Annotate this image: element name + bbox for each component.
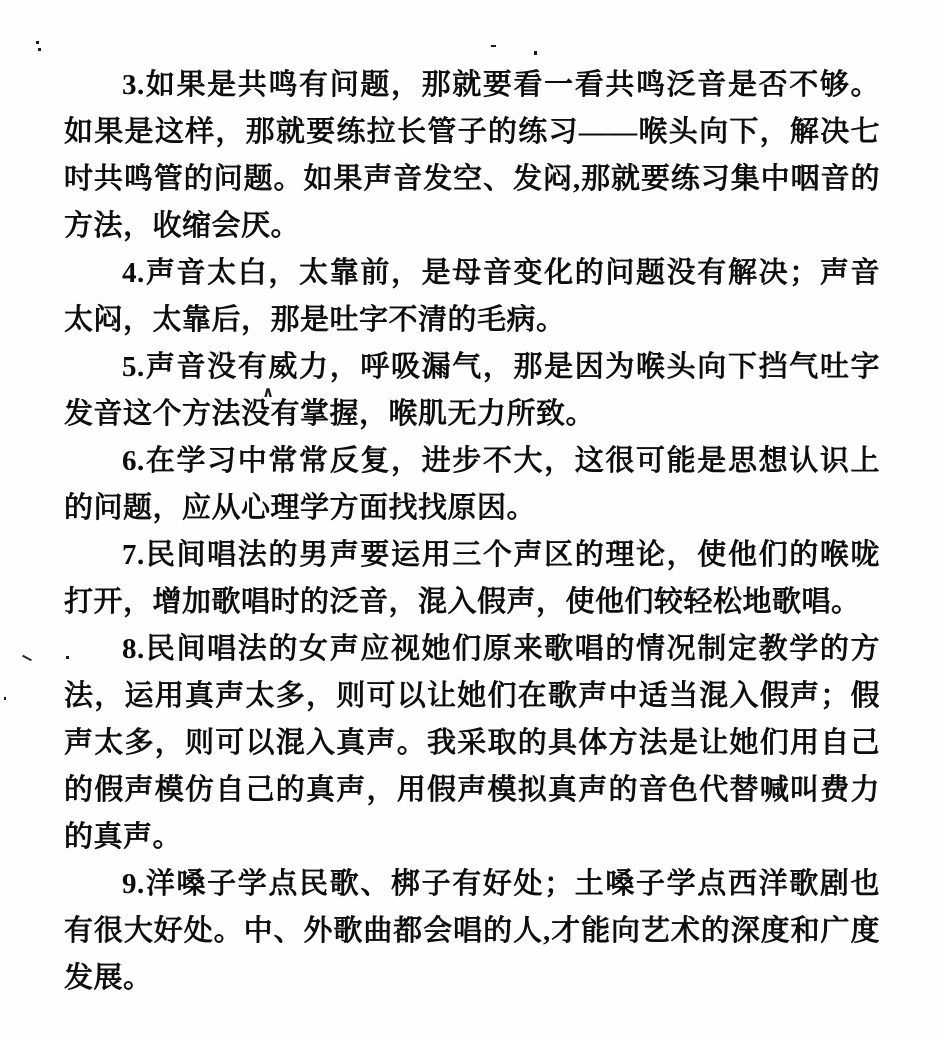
scan-speck bbox=[4, 697, 6, 700]
scan-speck bbox=[534, 51, 537, 55]
paragraph-8: 8.民间唱法的女声应视她们原来歌唱的情况制定教学的方法，运用真声太多，则可以让她们在歌声中适当混入假声；假声太多，则可以混入真声。我采取的具体方法是让她们用自己的假声模仿自己的真声，用假声模拟真声的音色代替喊叫费力的真声。 bbox=[64, 633, 880, 853]
scan-speck bbox=[66, 656, 69, 659]
scan-speck bbox=[38, 48, 41, 51]
scan-speck bbox=[491, 45, 496, 47]
paragraph-3: 3.如果是共鸣有问题，那就要看一看共鸣泛音是否不够。如果是这样，那就要练拉长管子的练习——喉头向下，解决七吋共鸣管的问题。如果声音发空、发闷,那就要练习集中咽音的方法，收缩会厌。 bbox=[64, 69, 880, 242]
scan-speck: ∧ bbox=[262, 385, 275, 401]
scan-speck bbox=[22, 655, 32, 661]
body-text bbox=[64, 62, 880, 1002]
paragraph-9: 9.洋嗓子学点民歌、梆子有好处；土嗓子学点西洋歌剧也有很大好处。中、外歌曲都会唱的人,才能向艺术的深度和广度发展。 bbox=[64, 868, 880, 994]
paragraph-4: 4.声音太白，太靠前，是母音变化的问题没有解决；声音太闷，太靠后，那是吐字不清的毛病。 bbox=[64, 257, 880, 336]
paragraph-6: 6.在学习中常常反复，进步不大，这很可能是思想认识上的问题，应从心理学方面找找原因。 bbox=[64, 445, 880, 524]
paragraph-5: 5.声音没有威力，呼吸漏气，那是因为喉头向下挡气吐字发音这个方法没有掌握，喉肌无力所致。 bbox=[64, 351, 880, 430]
paragraph-7: 7.民间唱法的男声要运用三个声区的理论，使他们的喉咙打开，增加歌唱时的泛音，混入假声，使他们较轻松地歌唱。 bbox=[64, 539, 880, 618]
scan-speck bbox=[36, 41, 39, 44]
